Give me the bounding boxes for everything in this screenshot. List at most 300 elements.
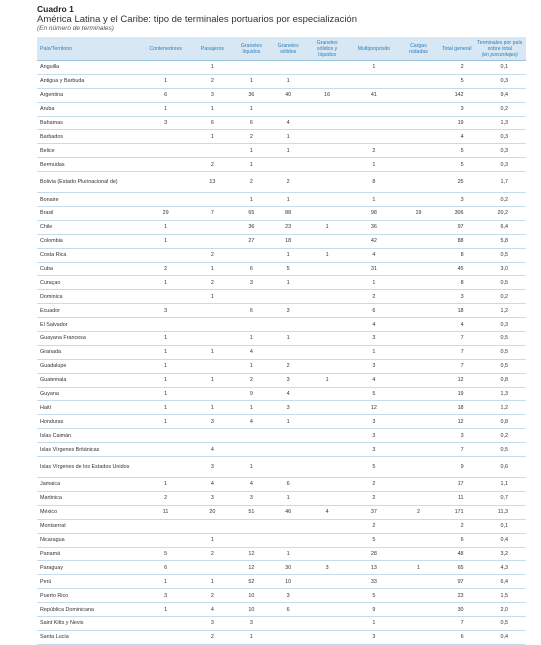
cell-solid-liquid-bulk: 16 — [307, 88, 348, 102]
cell-multipurpose: 3 — [348, 429, 400, 443]
cell-solid-bulk — [270, 290, 307, 304]
table-row — [37, 102, 526, 116]
cell-multipurpose: 3 — [348, 415, 400, 429]
cell-solid-liquid-bulk — [307, 74, 348, 88]
cell-passengers: 1 — [192, 102, 233, 116]
cell-containers — [139, 318, 191, 332]
cell-passengers: 2 — [192, 630, 233, 644]
cell-solid-bulk: 1 — [270, 248, 307, 262]
cell-multipurpose: 12 — [348, 401, 400, 415]
cell-solid-liquid-bulk — [307, 262, 348, 276]
cell-total: 5 — [437, 74, 474, 88]
cell-multipurpose: 2 — [348, 519, 400, 533]
cell-containers: 1 — [139, 234, 191, 248]
cell-liquid-bulk — [233, 248, 270, 262]
cell-passengers: 2 — [192, 589, 233, 603]
cell-multipurpose: 37 — [348, 505, 400, 519]
cell-passengers: 1 — [192, 575, 233, 589]
cell-solid-liquid-bulk — [307, 589, 348, 603]
cell-total: 45 — [437, 262, 474, 276]
cell-multipurpose: 3 — [348, 443, 400, 457]
cell-percent: 0,5 — [474, 248, 526, 262]
cell-percent: 1,3 — [474, 116, 526, 130]
cell-multipurpose: 2 — [348, 491, 400, 505]
cell-roro — [400, 547, 437, 561]
cell-containers — [139, 193, 191, 207]
cell-country: Bermudas — [37, 158, 139, 172]
cell-solid-bulk: 1 — [270, 74, 307, 88]
cell-containers — [139, 429, 191, 443]
cell-liquid-bulk: 65 — [233, 207, 270, 221]
cell-roro — [400, 102, 437, 116]
cell-solid-liquid-bulk — [307, 207, 348, 221]
cell-country: Panamá — [37, 547, 139, 561]
column-header-roro: Cargas rodadas — [400, 37, 437, 61]
cell-roro — [400, 88, 437, 102]
cell-multipurpose: 4 — [348, 318, 400, 332]
table-row — [37, 290, 526, 304]
cell-roro — [400, 172, 437, 193]
cell-solid-bulk — [270, 345, 307, 359]
cell-roro — [400, 415, 437, 429]
cell-passengers — [192, 519, 233, 533]
cell-country: Saint Kitts y Nevis — [37, 616, 139, 630]
cell-passengers: 3 — [192, 457, 233, 478]
cell-total: 12 — [437, 415, 474, 429]
cell-liquid-bulk: 1 — [233, 401, 270, 415]
cell-liquid-bulk: 1 — [233, 359, 270, 373]
cell-percent: 6,4 — [474, 220, 526, 234]
cell-solid-liquid-bulk — [307, 478, 348, 492]
cell-solid-bulk: 1 — [270, 491, 307, 505]
table-row — [37, 630, 526, 644]
cell-containers: 1 — [139, 359, 191, 373]
cell-solid-bulk: 40 — [270, 88, 307, 102]
cell-solid-bulk — [270, 61, 307, 75]
cell-passengers: 1 — [192, 290, 233, 304]
cell-solid-liquid-bulk — [307, 359, 348, 373]
cell-percent: 0,1 — [474, 61, 526, 75]
table-row — [37, 603, 526, 617]
cell-solid-liquid-bulk — [307, 533, 348, 547]
cell-percent: 0,3 — [474, 144, 526, 158]
cell-total: 97 — [437, 220, 474, 234]
cell-country: El Salvador — [37, 318, 139, 332]
cell-passengers — [192, 318, 233, 332]
cell-country: Montserrat — [37, 519, 139, 533]
cell-percent: 0,1 — [474, 519, 526, 533]
cell-solid-liquid-bulk — [307, 172, 348, 193]
cell-country: Costa Rica — [37, 248, 139, 262]
cell-roro: 1 — [400, 561, 437, 575]
cell-country: Cuba — [37, 262, 139, 276]
cell-multipurpose: 9 — [348, 603, 400, 617]
cell-percent: 1,5 — [474, 589, 526, 603]
cell-total: 7 — [437, 332, 474, 346]
cell-containers — [139, 616, 191, 630]
cell-liquid-bulk: 12 — [233, 561, 270, 575]
cell-liquid-bulk: 4 — [233, 415, 270, 429]
cell-containers: 1 — [139, 276, 191, 290]
table-row — [37, 359, 526, 373]
cell-multipurpose: 1 — [348, 158, 400, 172]
cell-multipurpose: 28 — [348, 547, 400, 561]
cell-roro — [400, 193, 437, 207]
cell-passengers — [192, 359, 233, 373]
cell-roro — [400, 616, 437, 630]
cell-multipurpose: 41 — [348, 88, 400, 102]
cell-solid-bulk — [270, 630, 307, 644]
cell-liquid-bulk — [233, 443, 270, 457]
cell-roro — [400, 130, 437, 144]
cell-passengers — [192, 234, 233, 248]
cell-solid-bulk: 4 — [270, 387, 307, 401]
table-row — [37, 130, 526, 144]
cell-passengers: 1 — [192, 373, 233, 387]
cell-containers: 11 — [139, 505, 191, 519]
cell-passengers: 6 — [192, 116, 233, 130]
cell-containers: 3 — [139, 589, 191, 603]
cell-liquid-bulk: 2 — [233, 373, 270, 387]
cell-roro — [400, 401, 437, 415]
cell-roro — [400, 262, 437, 276]
table-row — [37, 61, 526, 75]
cell-country: Martinica — [37, 491, 139, 505]
table-row — [37, 491, 526, 505]
cell-multipurpose: 5 — [348, 533, 400, 547]
cell-percent: 1,1 — [474, 478, 526, 492]
cell-liquid-bulk: 2 — [233, 172, 270, 193]
cell-solid-bulk: 5 — [270, 262, 307, 276]
table-row — [37, 519, 526, 533]
cell-solid-liquid-bulk — [307, 616, 348, 630]
cell-total: 3 — [437, 290, 474, 304]
cell-liquid-bulk: 12 — [233, 547, 270, 561]
cell-percent: 0,3 — [474, 130, 526, 144]
cell-percent: 0,5 — [474, 359, 526, 373]
cell-liquid-bulk: 52 — [233, 575, 270, 589]
cell-liquid-bulk: 10 — [233, 589, 270, 603]
cell-roro: 19 — [400, 207, 437, 221]
cell-passengers — [192, 429, 233, 443]
table-row — [37, 158, 526, 172]
table-header-row — [37, 37, 526, 61]
cell-total: 4 — [437, 318, 474, 332]
cell-passengers: 3 — [192, 88, 233, 102]
cell-solid-liquid-bulk — [307, 491, 348, 505]
cell-total: 3 — [437, 429, 474, 443]
table-row — [37, 505, 526, 519]
cell-multipurpose: 6 — [348, 304, 400, 318]
table-row — [37, 373, 526, 387]
cell-percent: 2,0 — [474, 603, 526, 617]
table-row — [37, 172, 526, 193]
cell-total: 5 — [437, 144, 474, 158]
cell-country: Bolivia (Estado Plurinacional de) — [37, 172, 139, 193]
cell-country: Aruba — [37, 102, 139, 116]
cell-solid-bulk: 6 — [270, 478, 307, 492]
cell-percent: 0,8 — [474, 415, 526, 429]
cell-multipurpose: 2 — [348, 478, 400, 492]
table-header — [37, 4, 527, 33]
cell-solid-bulk — [270, 158, 307, 172]
cell-solid-liquid-bulk: 1 — [307, 220, 348, 234]
table-row — [37, 387, 526, 401]
cell-total: 2 — [437, 519, 474, 533]
cell-total: 25 — [437, 172, 474, 193]
cell-roro: 2 — [400, 505, 437, 519]
column-header-liquid-bulk: Graneles líquidos — [233, 37, 270, 61]
cell-multipurpose: 1 — [348, 276, 400, 290]
cell-total: 7 — [437, 359, 474, 373]
cell-country: Islas Caimán — [37, 429, 139, 443]
cell-solid-liquid-bulk — [307, 443, 348, 457]
cell-solid-bulk: 10 — [270, 575, 307, 589]
cell-total: 19 — [437, 387, 474, 401]
cell-country: Guayana Francesa — [37, 332, 139, 346]
cell-liquid-bulk: 1 — [233, 193, 270, 207]
cell-multipurpose: 3 — [348, 630, 400, 644]
cell-total: 6 — [437, 630, 474, 644]
table-row — [37, 478, 526, 492]
cell-total: 7 — [437, 345, 474, 359]
table-row — [37, 88, 526, 102]
cell-solid-bulk — [270, 318, 307, 332]
cell-liquid-bulk: 6 — [233, 304, 270, 318]
cell-solid-liquid-bulk: 4 — [307, 505, 348, 519]
cell-solid-liquid-bulk: 1 — [307, 248, 348, 262]
cell-solid-bulk: 46 — [270, 505, 307, 519]
table-row — [37, 345, 526, 359]
cell-multipurpose: 13 — [348, 561, 400, 575]
table-row — [37, 547, 526, 561]
cell-multipurpose: 42 — [348, 234, 400, 248]
table-row — [37, 318, 526, 332]
cell-roro — [400, 575, 437, 589]
cell-solid-bulk: 4 — [270, 116, 307, 130]
cell-containers: 1 — [139, 478, 191, 492]
table-subtitle: (En número de terminales) — [37, 25, 114, 32]
cell-roro — [400, 158, 437, 172]
cell-total: 18 — [437, 401, 474, 415]
cell-total: 88 — [437, 234, 474, 248]
cell-solid-bulk: 6 — [270, 603, 307, 617]
cell-solid-bulk: 3 — [270, 373, 307, 387]
cell-total: 306 — [437, 207, 474, 221]
cell-percent: 11,3 — [474, 505, 526, 519]
cell-liquid-bulk: 3 — [233, 616, 270, 630]
column-header-total: Total general — [437, 37, 474, 61]
cell-passengers: 7 — [192, 207, 233, 221]
table-row — [37, 415, 526, 429]
table-row — [37, 401, 526, 415]
cell-total: 8 — [437, 248, 474, 262]
cell-solid-bulk — [270, 102, 307, 116]
cell-containers — [139, 457, 191, 478]
cell-passengers: 2 — [192, 74, 233, 88]
cell-country: Curaçao — [37, 276, 139, 290]
cell-multipurpose: 5 — [348, 457, 400, 478]
cell-multipurpose: 31 — [348, 262, 400, 276]
cell-country: Argentina — [37, 88, 139, 102]
cell-containers: 1 — [139, 345, 191, 359]
table-row — [37, 589, 526, 603]
cell-passengers: 4 — [192, 478, 233, 492]
cell-percent: 0,4 — [474, 533, 526, 547]
cell-solid-liquid-bulk — [307, 429, 348, 443]
cell-passengers: 13 — [192, 172, 233, 193]
cell-liquid-bulk — [233, 533, 270, 547]
column-header-solid-liquid-bulk: Graneles sólidos y líquidos — [307, 37, 348, 61]
cell-containers: 1 — [139, 74, 191, 88]
cell-solid-bulk — [270, 443, 307, 457]
terminals-table — [37, 37, 526, 645]
cell-roro — [400, 443, 437, 457]
cell-solid-liquid-bulk — [307, 630, 348, 644]
cell-roro — [400, 519, 437, 533]
cell-percent: 0,2 — [474, 193, 526, 207]
table-body — [37, 61, 526, 645]
cell-total: 97 — [437, 575, 474, 589]
cell-country: Jamaica — [37, 478, 139, 492]
cell-passengers — [192, 193, 233, 207]
cell-total: 48 — [437, 547, 474, 561]
cell-containers — [139, 144, 191, 158]
cell-roro — [400, 429, 437, 443]
column-header-solid-bulk: Graneles sólidos — [270, 37, 307, 61]
cell-percent: 0,2 — [474, 429, 526, 443]
cell-solid-bulk: 1 — [270, 415, 307, 429]
column-header-percent — [474, 37, 526, 61]
cell-percent: 0,2 — [474, 102, 526, 116]
cell-country: Barbados — [37, 130, 139, 144]
cell-roro — [400, 304, 437, 318]
cell-solid-bulk: 23 — [270, 220, 307, 234]
cell-containers: 6 — [139, 561, 191, 575]
cell-liquid-bulk — [233, 429, 270, 443]
cell-solid-liquid-bulk — [307, 158, 348, 172]
cell-percent: 0,8 — [474, 373, 526, 387]
table-row — [37, 234, 526, 248]
cell-solid-liquid-bulk: 1 — [307, 373, 348, 387]
cell-liquid-bulk: 2 — [233, 130, 270, 144]
cell-solid-liquid-bulk — [307, 345, 348, 359]
cell-solid-liquid-bulk — [307, 547, 348, 561]
cell-liquid-bulk — [233, 519, 270, 533]
cell-roro — [400, 457, 437, 478]
cell-solid-liquid-bulk — [307, 415, 348, 429]
cell-country: República Dominicana — [37, 603, 139, 617]
cell-passengers: 1 — [192, 262, 233, 276]
cell-containers: 2 — [139, 262, 191, 276]
cell-containers — [139, 248, 191, 262]
cell-country: Belice — [37, 144, 139, 158]
cell-country: Antigua y Barbuda — [37, 74, 139, 88]
cell-solid-liquid-bulk — [307, 116, 348, 130]
cell-percent: 0,5 — [474, 616, 526, 630]
cell-solid-bulk — [270, 519, 307, 533]
cell-solid-bulk — [270, 429, 307, 443]
cell-country: Dominica — [37, 290, 139, 304]
cell-percent: 0,5 — [474, 345, 526, 359]
cell-roro — [400, 491, 437, 505]
cell-solid-bulk — [270, 616, 307, 630]
cell-containers: 3 — [139, 304, 191, 318]
cell-total: 8 — [437, 276, 474, 290]
cell-passengers: 2 — [192, 158, 233, 172]
column-header-country: País/Territorio — [37, 37, 139, 61]
column-header-multipurpose: Multipropósito — [348, 37, 400, 61]
cell-percent: 1,2 — [474, 304, 526, 318]
cell-solid-bulk — [270, 533, 307, 547]
cell-passengers: 4 — [192, 603, 233, 617]
cell-liquid-bulk: 1 — [233, 102, 270, 116]
cell-liquid-bulk — [233, 290, 270, 304]
cell-solid-bulk: 1 — [270, 276, 307, 290]
table-row — [37, 262, 526, 276]
cell-country: Honduras — [37, 415, 139, 429]
column-header-percent-label: Terminales por país sobre total — [477, 39, 523, 52]
cell-solid-bulk: 1 — [270, 547, 307, 561]
cell-solid-bulk: 3 — [270, 401, 307, 415]
cell-solid-bulk: 3 — [270, 589, 307, 603]
cell-country: Guatemala — [37, 373, 139, 387]
cell-containers: 1 — [139, 332, 191, 346]
cell-containers: 2 — [139, 491, 191, 505]
cell-containers: 1 — [139, 387, 191, 401]
cell-country: Bahamas — [37, 116, 139, 130]
cell-multipurpose: 1 — [348, 61, 400, 75]
cell-solid-liquid-bulk — [307, 234, 348, 248]
cell-passengers: 3 — [192, 415, 233, 429]
table-row — [37, 616, 526, 630]
cell-containers: 6 — [139, 88, 191, 102]
cell-passengers: 3 — [192, 491, 233, 505]
cell-passengers: 20 — [192, 505, 233, 519]
table-row — [37, 457, 526, 478]
cell-roro — [400, 234, 437, 248]
cell-liquid-bulk: 3 — [233, 276, 270, 290]
cell-roro — [400, 290, 437, 304]
cell-country: Bonaire — [37, 193, 139, 207]
cell-roro — [400, 630, 437, 644]
cell-containers — [139, 61, 191, 75]
cell-country: Puerto Rico — [37, 589, 139, 603]
cell-multipurpose: 3 — [348, 359, 400, 373]
table-row — [37, 116, 526, 130]
cell-percent: 0,5 — [474, 276, 526, 290]
cell-country: Guadalupe — [37, 359, 139, 373]
cell-containers: 1 — [139, 220, 191, 234]
cell-roro — [400, 332, 437, 346]
cell-country: Santa Lucía — [37, 630, 139, 644]
cell-country: Anguilla — [37, 61, 139, 75]
cell-liquid-bulk: 3 — [233, 491, 270, 505]
cell-passengers: 1 — [192, 61, 233, 75]
cell-percent: 6,4 — [474, 575, 526, 589]
cell-liquid-bulk — [233, 61, 270, 75]
cell-multipurpose: 4 — [348, 248, 400, 262]
cell-liquid-bulk: 10 — [233, 603, 270, 617]
table-row — [37, 332, 526, 346]
cell-total: 2 — [437, 61, 474, 75]
cell-percent: 4,3 — [474, 561, 526, 575]
cell-roro — [400, 387, 437, 401]
cell-liquid-bulk: 1 — [233, 144, 270, 158]
cell-solid-liquid-bulk — [307, 290, 348, 304]
cell-total: 12 — [437, 373, 474, 387]
table-row — [37, 207, 526, 221]
